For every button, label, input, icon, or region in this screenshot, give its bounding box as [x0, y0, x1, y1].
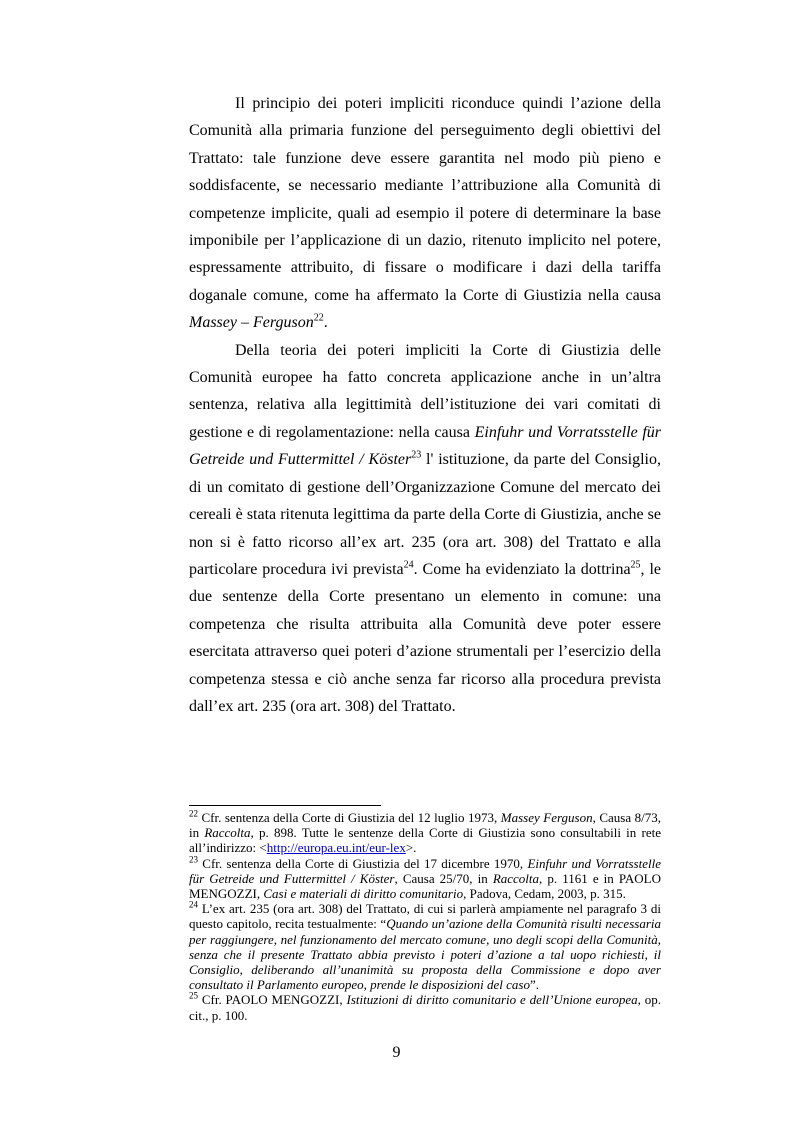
footnote-number: 22	[189, 808, 198, 819]
paragraph-2: Della teoria dei poteri impliciti la Corte di Giustizia delle Comunità europee ha fatto concreta applicazione anche in un’altra sentenza, relativa alla legittimità dell’istituzione dei vari comitati di gestione e di regolamentazione: nella causa Einfuhr und Vorratsstelle für Getreide und Futtermittel / Köster$^{23}$ l' istituzione, da parte del Consiglio, di un comitato di gestione dell’Organizzazione Comune del mercato dei cereali è stata ritenuta legittima da parte della Corte di Giustizia, anche se non si è fatto ricorso all’ex art. 235 (ora art. 308) del Trattato e alla particolare procedura ivi prevista$^{24}$. Come ha evidenziato la dottrina$^{25}$, le due sentenze della Corte presentano un elemento in comune: una competenza che risulta attribuita alla Comunità deve poter essere esercitata attraverso quei poteri d’azione strumentali per l’esercizio della competenza stessa e ciò anche senza far ricorso alla procedura prevista dall’ex art. 235 (ora art. 308) del Trattato.	[189, 341, 662, 715]
footnotes-section	[189, 810, 661, 1023]
case-name-massey-ferguson: Massey – Ferguson	[189, 314, 314, 332]
footnote-24: $^{24}$ L’ex art. 235 (ora art. 308) del Trattato, di cui si parlerà ampiamente nel paragrafo 3 di questo capitolo, recita testualmente: “Quando un’azione della Comunità risulti necessaria per raggiungere, nel funzionamento del mercato comune, uno degli scopi della Comunità, senza che il presente Trattato abbia previsto i poteri d’azione a tal uopo richiesti, il Consiglio, deliberando all’unanimità su proposta della Commissione e dopo aver consultato il Parlamento europeo, prende le disposizioni del caso”.	[189, 899, 661, 993]
paragraph-1: Il principio dei poteri impliciti riconduce quindi l’azione della Comunità alla primaria funzione del perseguimento degli obiettivi del Trattato: tale funzione deve essere garantita nel modo più pieno e soddisfacente, se necessario mediante l’attribuzione alla Comunità di competenze implicite, quali ad esempio il potere di determinare la base imponibile per l’applicazione di un dazio, ritenuto implicito nel potere, espressamente attribuito, di fissare o modificare i dazi della tariffa doganale comune, come ha affermato la Corte di Giustizia nella causa Massey – Ferguson$^{22}$.	[189, 95, 661, 332]
footnote-22: $^{22}$ Cfr. sentenza della Corte di Giustizia del 12 luglio 1973, Massey Ferguson, Causa 8/73, in Raccolta, p. 898. Tutte le sentenze della Corte di Giustizia sono consultabili in rete all’indirizzo: <http://europa.eu.int/eur-lex>.	[189, 808, 661, 856]
eur-lex-link[interactable]: http://europa.eu.int/eur-lex	[266, 840, 406, 856]
footnote-ref-24[interactable]: 24	[403, 559, 414, 571]
main-body	[189, 90, 661, 720]
footnote-number: 24	[189, 899, 198, 910]
footnote-23: $^{23}$ Cfr. sentenza della Corte di Giustizia del 17 dicembre 1970, Einfuhr und Vorratsstelle für Getreide und Futtermittel / Köster, Causa 25/70, in Raccolta, p. 1161 e in PAOLO MENGOZZI, Casi e materiali di diritto comunitario, Padova, Cedam, 2003, p. 315.	[189, 854, 662, 902]
case-name-einfuhr: Einfuhr und Vorratsstelle für Getreide und Futtermittel / Köster	[189, 423, 662, 469]
footnote-number: 23	[189, 854, 198, 865]
footnote-ref-25[interactable]: 25	[630, 559, 641, 571]
footnote-number: 25	[189, 991, 198, 1002]
footnote-ref-22[interactable]: 22	[313, 312, 324, 324]
footnote-ref-23[interactable]: 23	[411, 449, 422, 461]
footnote-separator	[189, 805, 381, 806]
page-number: 9	[392, 1044, 401, 1061]
footnote-25: $^{25}$ Cfr. PAOLO MENGOZZI, Istituzioni di diritto comunitario e dell’Unione europea, op. cit., p. 100.	[189, 991, 661, 1023]
